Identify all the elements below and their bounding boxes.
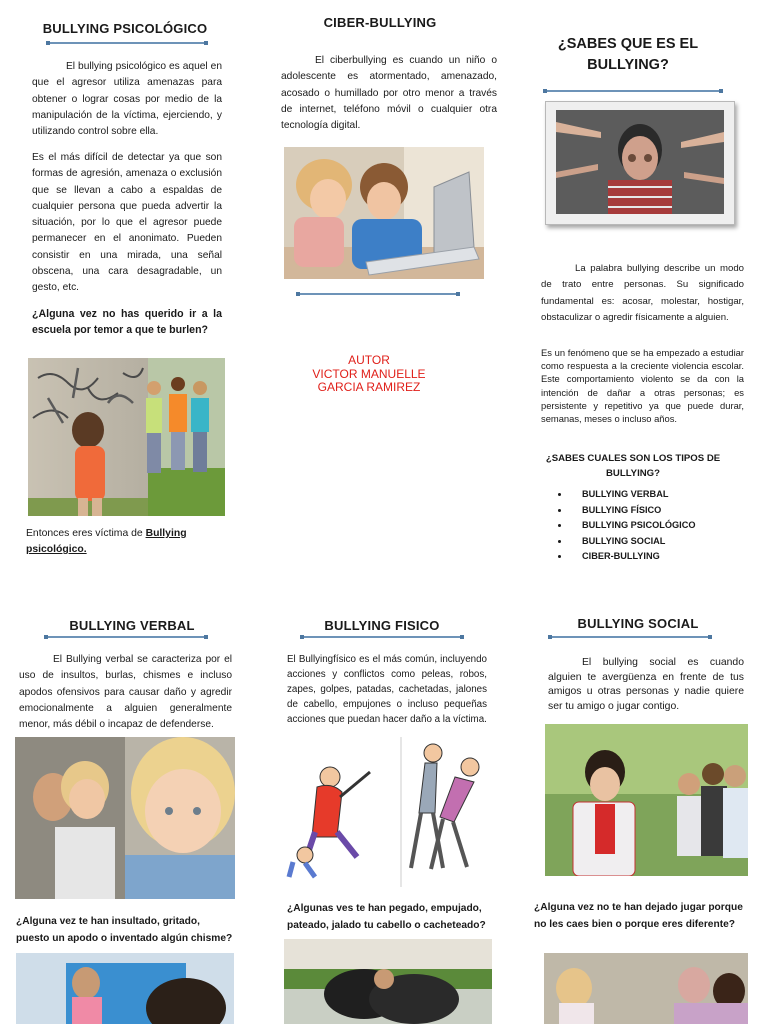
types-title: [540, 452, 726, 481]
types-list-item: • BULLYING FÍSICO: [570, 503, 768, 519]
types-title-line2: BULLYING?: [605, 467, 660, 479]
ciber-title: CIBER-BULLYING: [323, 15, 437, 30]
fisico-photo: [284, 939, 492, 1024]
psico-paragraph-2: Es el más difícil de detectar ya que son formas de agresión, amenaza o exclusión que se llevan a cabo a espaldas de cualquier persona que pueda advertir la situación, por lo que el agresor puede permanecer en el anonimato. Pueden consistir en una mirada, una señal obscena, una cara desagradable, un gesto, etc.: [32, 152, 222, 294]
cover-title: [540, 34, 716, 76]
types-list-item: • BULLYING SOCIAL: [570, 534, 768, 550]
types-list: [540, 487, 768, 565]
social-title-rule: [548, 636, 712, 638]
types-list-item: • BULLYING PSICOLÓGICO: [570, 518, 768, 534]
psico-question: ¿Alguna vez no has querido ir a la escuela por temor a que te burlen?: [32, 308, 222, 336]
cover-title-line2: BULLYING?: [587, 57, 669, 73]
author-block: [290, 354, 448, 395]
psico-title: BULLYING PSICOLÓGICO: [42, 21, 208, 36]
psico-photo: [28, 358, 225, 516]
verbal-question: ¿Alguna vez te han insultado, gritado, puesto un apodo o inventado algún chisme?: [16, 916, 233, 944]
social-title: BULLYING SOCIAL: [577, 616, 699, 631]
social-photo-2: [544, 953, 748, 1024]
verbal-title-rule: [44, 636, 208, 638]
fisico-paragraph-1: El Bullyingfísico es el más común, incluyendo acciones y conflictos como peleas, robos, zapes, golpes, patadas, cachetadas, jalones de cabello, empujones o incluso pequeñas acciones que puedan hacer daño a la víctima.: [287, 654, 487, 726]
psico-closing-prefix: Entonces eres víctima de: [26, 528, 146, 539]
fisico-title-rule: [300, 636, 464, 638]
author-name-line2: GARCIA RAMIREZ: [317, 380, 421, 394]
social-question: ¿Alguna vez no te han dejado jugar porque no les caes bien o porque eres diferente?: [534, 902, 743, 930]
psico-paragraph-1: El bullying psicológico es aquel en que el agresor utiliza amenazas para obtener o lograr cosas por medio de la manipulación de la víctima, ejerciendo, y utilizando control sobre ella.: [32, 61, 222, 138]
cover-title-rule: [543, 90, 723, 92]
author-label: AUTOR: [348, 353, 390, 367]
types-list-item: • CIBER-BULLYING: [570, 549, 768, 565]
verbal-paragraph-1: El Bullying verbal se caracteriza por el uso de insultos, burlas, chismes e incluso apodos ofensivos para causar daño y agredir emocionalmente a alguien generalmente menor, más débil o incapaz de defenderse.: [19, 654, 232, 731]
cover-paragraph-1: La palabra bullying describe un modo de trato entre personas. Su significado fundamental es: acosar, molestar, hostigar, obstaculizar o agredir físicamente a alguien.: [541, 263, 744, 323]
social-paragraph-1: El bullying social es cuando alguien te avergüenza en frente de tus amigos u otras personas y nadie quiere ser tu amigo o jugar contigo.: [548, 657, 744, 712]
types-title-line1: ¿SABES CUALES SON LOS TIPOS DE: [545, 453, 721, 464]
verbal-title: BULLYING VERBAL: [69, 618, 195, 633]
psico-closing: [26, 526, 226, 558]
fisico-cartoon: [285, 737, 492, 887]
cover-photo: [545, 101, 735, 225]
cover-paragraph-2: Es un fenómeno que se ha empezado a estudiar como respuesta a la creciente violencia escolar. Este comportamiento violento se da con la intención de dañar a otras personas; es persistente y repetitivo ya que puede durar, semanas, meses o incluso años.: [541, 347, 744, 425]
verbal-photo-2: [16, 953, 234, 1024]
fisico-title: BULLYING FISICO: [324, 618, 440, 633]
types-list-item: • BULLYING VERBAL: [570, 487, 768, 503]
ciber-paragraph-1: El ciberbullying es cuando un niño o adolescente es atormentado, amenazado, acosado o humillado por otro menor a través de internet, teléfono móvil o cualquier otra tecnología digital.: [281, 55, 497, 132]
cover-title-line1: ¿SABES QUE ES EL: [557, 36, 699, 52]
ciber-photo: [284, 147, 484, 279]
ciber-bottom-rule: [296, 293, 460, 295]
author-name-line1: VICTOR MANUELLE: [312, 366, 426, 381]
psico-closing-link[interactable]: Bullying psicológico.: [26, 528, 187, 555]
verbal-photo: [15, 737, 235, 899]
psico-title-rule: [46, 42, 208, 44]
fisico-question: ¿Algunas ves te han pegado, empujado, pateado, jalado tu cabello o cacheteado?: [287, 903, 486, 931]
social-photo: [545, 724, 748, 876]
